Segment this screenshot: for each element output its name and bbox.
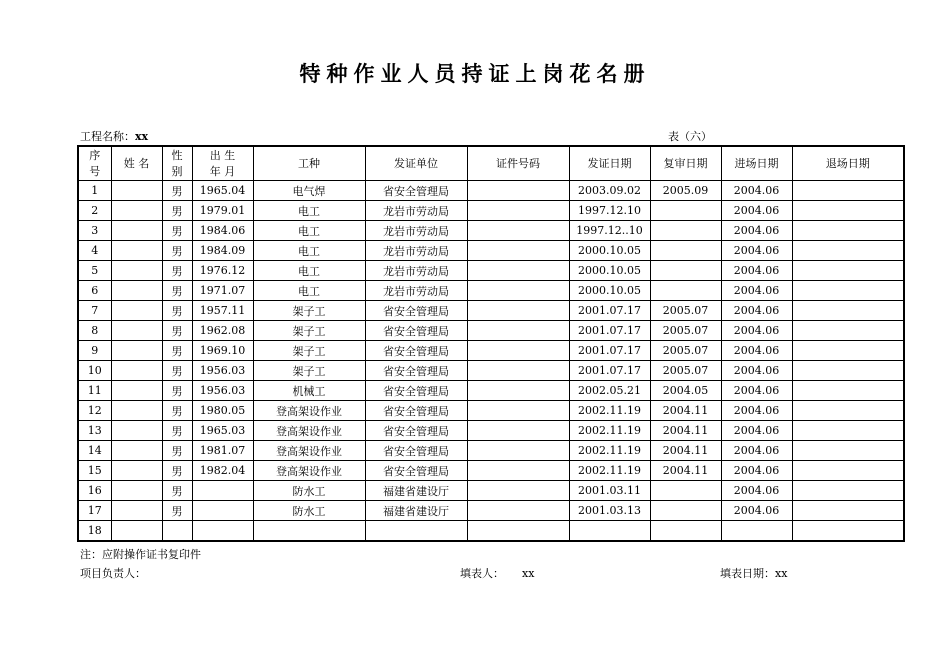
cell-entry-date: 2004.06 xyxy=(721,421,792,441)
cell-gender: 男 xyxy=(162,461,192,481)
cell-trade: 架子工 xyxy=(253,361,365,381)
cell-exit-date xyxy=(792,281,904,301)
cell-trade: 登高架设作业 xyxy=(253,461,365,481)
cell-issue-date: 2001.07.17 xyxy=(569,361,650,381)
cell-issue-date: 2000.10.05 xyxy=(569,261,650,281)
cell-exit-date xyxy=(792,481,904,501)
cell-name xyxy=(111,441,162,461)
cell-name xyxy=(111,341,162,361)
cell-review-date xyxy=(650,221,721,241)
cell-review-date: 2005.09 xyxy=(650,181,721,201)
cell-exit-date xyxy=(792,501,904,521)
cell-gender: 男 xyxy=(162,341,192,361)
cell-exit-date xyxy=(792,241,904,261)
cell-exit-date xyxy=(792,181,904,201)
cell-birth: 1965.03 xyxy=(192,421,253,441)
cell-name xyxy=(111,481,162,501)
form-filler-label: 填表人： xyxy=(460,567,504,580)
header-review-date: 复审日期 xyxy=(650,146,721,181)
document-title: 特种作业人员持证上岗花名册 xyxy=(299,62,651,86)
cell-trade: 电气焊 xyxy=(253,181,365,201)
cell-entry-date: 2004.06 xyxy=(721,441,792,461)
cell-name xyxy=(111,521,162,542)
fill-date-value: xx xyxy=(775,567,788,580)
table-row xyxy=(78,321,904,341)
cell-no: 5 xyxy=(78,261,111,281)
cell-gender: 男 xyxy=(162,221,192,241)
cell-gender: 男 xyxy=(162,181,192,201)
cell-name xyxy=(111,401,162,421)
table-row xyxy=(78,341,904,361)
table-row xyxy=(78,421,904,441)
cell-birth xyxy=(192,481,253,501)
cell-birth: 1981.07 xyxy=(192,441,253,461)
header-exit-date: 退场日期 xyxy=(792,146,904,181)
cell-review-date: 2004.11 xyxy=(650,461,721,481)
table-row xyxy=(78,301,904,321)
table-row xyxy=(78,381,904,401)
attachment-note: 注：应附操作证书复印件 xyxy=(80,548,201,561)
cell-gender: 男 xyxy=(162,501,192,521)
cell-issue-date: 2001.07.17 xyxy=(569,321,650,341)
cell-exit-date xyxy=(792,201,904,221)
cell-issuer: 省安全管理局 xyxy=(365,341,467,361)
cell-issuer: 福建省建设厅 xyxy=(365,501,467,521)
cell-birth: 1984.06 xyxy=(192,221,253,241)
cell-cert-no xyxy=(467,281,569,301)
table-row xyxy=(78,521,904,542)
cell-issue-date: 1997.12..10 xyxy=(569,221,650,241)
project-name-value: xx xyxy=(135,130,149,143)
cell-exit-date xyxy=(792,361,904,381)
cell-trade: 电工 xyxy=(253,241,365,261)
cell-trade xyxy=(253,521,365,542)
cell-no: 2 xyxy=(78,201,111,221)
cell-review-date: 2004.05 xyxy=(650,381,721,401)
header-trade: 工种 xyxy=(253,146,365,181)
table-row xyxy=(78,281,904,301)
cell-issuer: 省安全管理局 xyxy=(365,321,467,341)
header-issue-date: 发证日期 xyxy=(569,146,650,181)
cell-entry-date: 2004.06 xyxy=(721,221,792,241)
project-name-line xyxy=(80,128,148,144)
cell-review-date: 2005.07 xyxy=(650,361,721,381)
header-cert-no: 证件号码 xyxy=(467,146,569,181)
cell-cert-no xyxy=(467,201,569,221)
cell-no: 16 xyxy=(78,481,111,501)
cell-issue-date: 2001.03.11 xyxy=(569,481,650,501)
cell-entry-date: 2004.06 xyxy=(721,201,792,221)
cell-trade: 架子工 xyxy=(253,301,365,321)
cell-cert-no xyxy=(467,341,569,361)
cell-issuer: 省安全管理局 xyxy=(365,181,467,201)
cell-no: 18 xyxy=(78,521,111,542)
cell-name xyxy=(111,321,162,341)
roster-table xyxy=(77,145,905,542)
table-row xyxy=(78,481,904,501)
cell-review-date xyxy=(650,241,721,261)
table-row xyxy=(78,261,904,281)
cell-gender: 男 xyxy=(162,241,192,261)
cell-birth: 1957.11 xyxy=(192,301,253,321)
cell-birth: 1962.08 xyxy=(192,321,253,341)
cell-review-date: 2004.11 xyxy=(650,441,721,461)
cell-gender: 男 xyxy=(162,481,192,501)
table-row xyxy=(78,181,904,201)
cell-gender: 男 xyxy=(162,401,192,421)
table-row xyxy=(78,461,904,481)
cell-exit-date xyxy=(792,521,904,542)
cell-exit-date xyxy=(792,461,904,481)
cell-issue-date xyxy=(569,521,650,542)
cell-cert-no xyxy=(467,521,569,542)
project-manager-label: 项目负责人： xyxy=(80,567,146,580)
cell-entry-date: 2004.06 xyxy=(721,481,792,501)
cell-review-date xyxy=(650,481,721,501)
cell-issuer: 省安全管理局 xyxy=(365,401,467,421)
cell-issuer xyxy=(365,521,467,542)
cell-entry-date: 2004.06 xyxy=(721,281,792,301)
cell-issuer: 龙岩市劳动局 xyxy=(365,221,467,241)
cell-trade: 架子工 xyxy=(253,321,365,341)
cell-entry-date: 2004.06 xyxy=(721,461,792,481)
form-filler-value: xx xyxy=(522,567,535,580)
cell-gender: 男 xyxy=(162,321,192,341)
cell-trade: 登高架设作业 xyxy=(253,421,365,441)
cell-exit-date xyxy=(792,341,904,361)
cell-cert-no xyxy=(467,421,569,441)
cell-trade: 架子工 xyxy=(253,341,365,361)
cell-cert-no xyxy=(467,221,569,241)
cell-issue-date: 2002.11.19 xyxy=(569,421,650,441)
cell-name xyxy=(111,501,162,521)
cell-review-date xyxy=(650,501,721,521)
cell-gender xyxy=(162,521,192,542)
roster-body xyxy=(78,181,904,542)
cell-no: 8 xyxy=(78,321,111,341)
cell-name xyxy=(111,221,162,241)
cell-cert-no xyxy=(467,321,569,341)
cell-trade: 登高架设作业 xyxy=(253,401,365,421)
cell-entry-date: 2004.06 xyxy=(721,341,792,361)
cell-cert-no xyxy=(467,481,569,501)
cell-no: 6 xyxy=(78,281,111,301)
cell-no: 1 xyxy=(78,181,111,201)
cell-birth: 1982.04 xyxy=(192,461,253,481)
cell-issue-date: 2002.11.19 xyxy=(569,441,650,461)
cell-no: 11 xyxy=(78,381,111,401)
cell-issuer: 龙岩市劳动局 xyxy=(365,261,467,281)
cell-no: 10 xyxy=(78,361,111,381)
cell-birth: 1984.09 xyxy=(192,241,253,261)
cell-trade: 电工 xyxy=(253,221,365,241)
cell-exit-date xyxy=(792,381,904,401)
cell-gender: 男 xyxy=(162,361,192,381)
cell-gender: 男 xyxy=(162,201,192,221)
project-name-label: 工程名称： xyxy=(80,130,135,143)
cell-name xyxy=(111,461,162,481)
cell-review-date: 2004.11 xyxy=(650,401,721,421)
cell-birth xyxy=(192,521,253,542)
cell-birth: 1965.04 xyxy=(192,181,253,201)
cell-trade: 电工 xyxy=(253,201,365,221)
cell-issuer: 省安全管理局 xyxy=(365,301,467,321)
cell-birth: 1980.05 xyxy=(192,401,253,421)
table-header-row xyxy=(78,146,904,181)
cell-issue-date: 2002.05.21 xyxy=(569,381,650,401)
cell-exit-date xyxy=(792,441,904,461)
cell-birth: 1956.03 xyxy=(192,361,253,381)
cell-entry-date: 2004.06 xyxy=(721,501,792,521)
cell-birth: 1971.07 xyxy=(192,281,253,301)
cell-exit-date xyxy=(792,421,904,441)
cell-issuer: 省安全管理局 xyxy=(365,421,467,441)
cell-review-date: 2005.07 xyxy=(650,321,721,341)
cell-birth: 1976.12 xyxy=(192,261,253,281)
cell-entry-date: 2004.06 xyxy=(721,261,792,281)
cell-gender: 男 xyxy=(162,301,192,321)
cell-entry-date: 2004.06 xyxy=(721,301,792,321)
cell-birth xyxy=(192,501,253,521)
cell-name xyxy=(111,181,162,201)
cell-name xyxy=(111,241,162,261)
form-filler xyxy=(460,565,534,581)
cell-cert-no xyxy=(467,361,569,381)
cell-no: 13 xyxy=(78,421,111,441)
fill-date xyxy=(720,565,787,581)
cell-cert-no xyxy=(467,381,569,401)
cell-review-date xyxy=(650,261,721,281)
cell-name xyxy=(111,361,162,381)
cell-issue-date: 2000.10.05 xyxy=(569,241,650,261)
cell-issuer: 龙岩市劳动局 xyxy=(365,281,467,301)
cell-issue-date: 2003.09.02 xyxy=(569,181,650,201)
cell-issuer: 龙岩市劳动局 xyxy=(365,201,467,221)
cell-gender: 男 xyxy=(162,261,192,281)
table-row xyxy=(78,441,904,461)
cell-exit-date xyxy=(792,321,904,341)
header-issuer: 发证单位 xyxy=(365,146,467,181)
cell-entry-date: 2004.06 xyxy=(721,241,792,261)
cell-issue-date: 2000.10.05 xyxy=(569,281,650,301)
cell-no: 7 xyxy=(78,301,111,321)
cell-no: 14 xyxy=(78,441,111,461)
header-gender: 性 别 xyxy=(162,146,192,181)
cell-no: 15 xyxy=(78,461,111,481)
cell-review-date xyxy=(650,281,721,301)
cell-entry-date: 2004.06 xyxy=(721,361,792,381)
cell-issue-date: 2002.11.19 xyxy=(569,461,650,481)
cell-no: 17 xyxy=(78,501,111,521)
cell-entry-date: 2004.06 xyxy=(721,321,792,341)
cell-exit-date xyxy=(792,401,904,421)
cell-name xyxy=(111,201,162,221)
cell-issuer: 省安全管理局 xyxy=(365,381,467,401)
cell-exit-date xyxy=(792,261,904,281)
cell-birth: 1969.10 xyxy=(192,341,253,361)
cell-trade: 机械工 xyxy=(253,381,365,401)
cell-name xyxy=(111,281,162,301)
cell-name xyxy=(111,301,162,321)
cell-review-date: 2005.07 xyxy=(650,341,721,361)
cell-issue-date: 2001.03.13 xyxy=(569,501,650,521)
cell-entry-date xyxy=(721,521,792,542)
cell-gender: 男 xyxy=(162,441,192,461)
fill-date-label: 填表日期： xyxy=(720,567,775,580)
table-row xyxy=(78,501,904,521)
table-row xyxy=(78,221,904,241)
cell-trade: 电工 xyxy=(253,281,365,301)
cell-cert-no xyxy=(467,401,569,421)
cell-entry-date: 2004.06 xyxy=(721,181,792,201)
cell-trade: 登高架设作业 xyxy=(253,441,365,461)
cell-review-date: 2004.11 xyxy=(650,421,721,441)
cell-issue-date: 2001.07.17 xyxy=(569,341,650,361)
cell-cert-no xyxy=(467,181,569,201)
cell-name xyxy=(111,421,162,441)
table-row xyxy=(78,361,904,381)
cell-issuer: 龙岩市劳动局 xyxy=(365,241,467,261)
cell-trade: 电工 xyxy=(253,261,365,281)
cell-review-date xyxy=(650,201,721,221)
cell-issuer: 省安全管理局 xyxy=(365,461,467,481)
cell-review-date: 2005.07 xyxy=(650,301,721,321)
cell-no: 9 xyxy=(78,341,111,361)
cell-no: 4 xyxy=(78,241,111,261)
header-entry-date: 进场日期 xyxy=(721,146,792,181)
cell-no: 12 xyxy=(78,401,111,421)
cell-cert-no xyxy=(467,241,569,261)
cell-birth: 1956.03 xyxy=(192,381,253,401)
cell-cert-no xyxy=(467,461,569,481)
cell-no: 3 xyxy=(78,221,111,241)
table-row xyxy=(78,401,904,421)
cell-review-date xyxy=(650,521,721,542)
cell-issuer: 省安全管理局 xyxy=(365,361,467,381)
cell-trade: 防水工 xyxy=(253,501,365,521)
cell-issue-date: 1997.12.10 xyxy=(569,201,650,221)
header-no: 序 号 xyxy=(78,146,111,181)
cell-trade: 防水工 xyxy=(253,481,365,501)
cell-entry-date: 2004.06 xyxy=(721,401,792,421)
cell-exit-date xyxy=(792,221,904,241)
cell-exit-date xyxy=(792,301,904,321)
table-row xyxy=(78,241,904,261)
cell-cert-no xyxy=(467,501,569,521)
cell-birth: 1979.01 xyxy=(192,201,253,221)
header-birth: 出 生 年 月 xyxy=(192,146,253,181)
cell-cert-no xyxy=(467,301,569,321)
cell-cert-no xyxy=(467,261,569,281)
cell-entry-date: 2004.06 xyxy=(721,381,792,401)
cell-name xyxy=(111,381,162,401)
cell-gender: 男 xyxy=(162,281,192,301)
header-name: 姓 名 xyxy=(111,146,162,181)
cell-issuer: 省安全管理局 xyxy=(365,441,467,461)
cell-gender: 男 xyxy=(162,381,192,401)
cell-issue-date: 2001.07.17 xyxy=(569,301,650,321)
cell-gender: 男 xyxy=(162,421,192,441)
table-number: 表（六） xyxy=(668,130,712,143)
cell-name xyxy=(111,261,162,281)
table-row xyxy=(78,201,904,221)
cell-issuer: 福建省建设厅 xyxy=(365,481,467,501)
cell-cert-no xyxy=(467,441,569,461)
cell-issue-date: 2002.11.19 xyxy=(569,401,650,421)
